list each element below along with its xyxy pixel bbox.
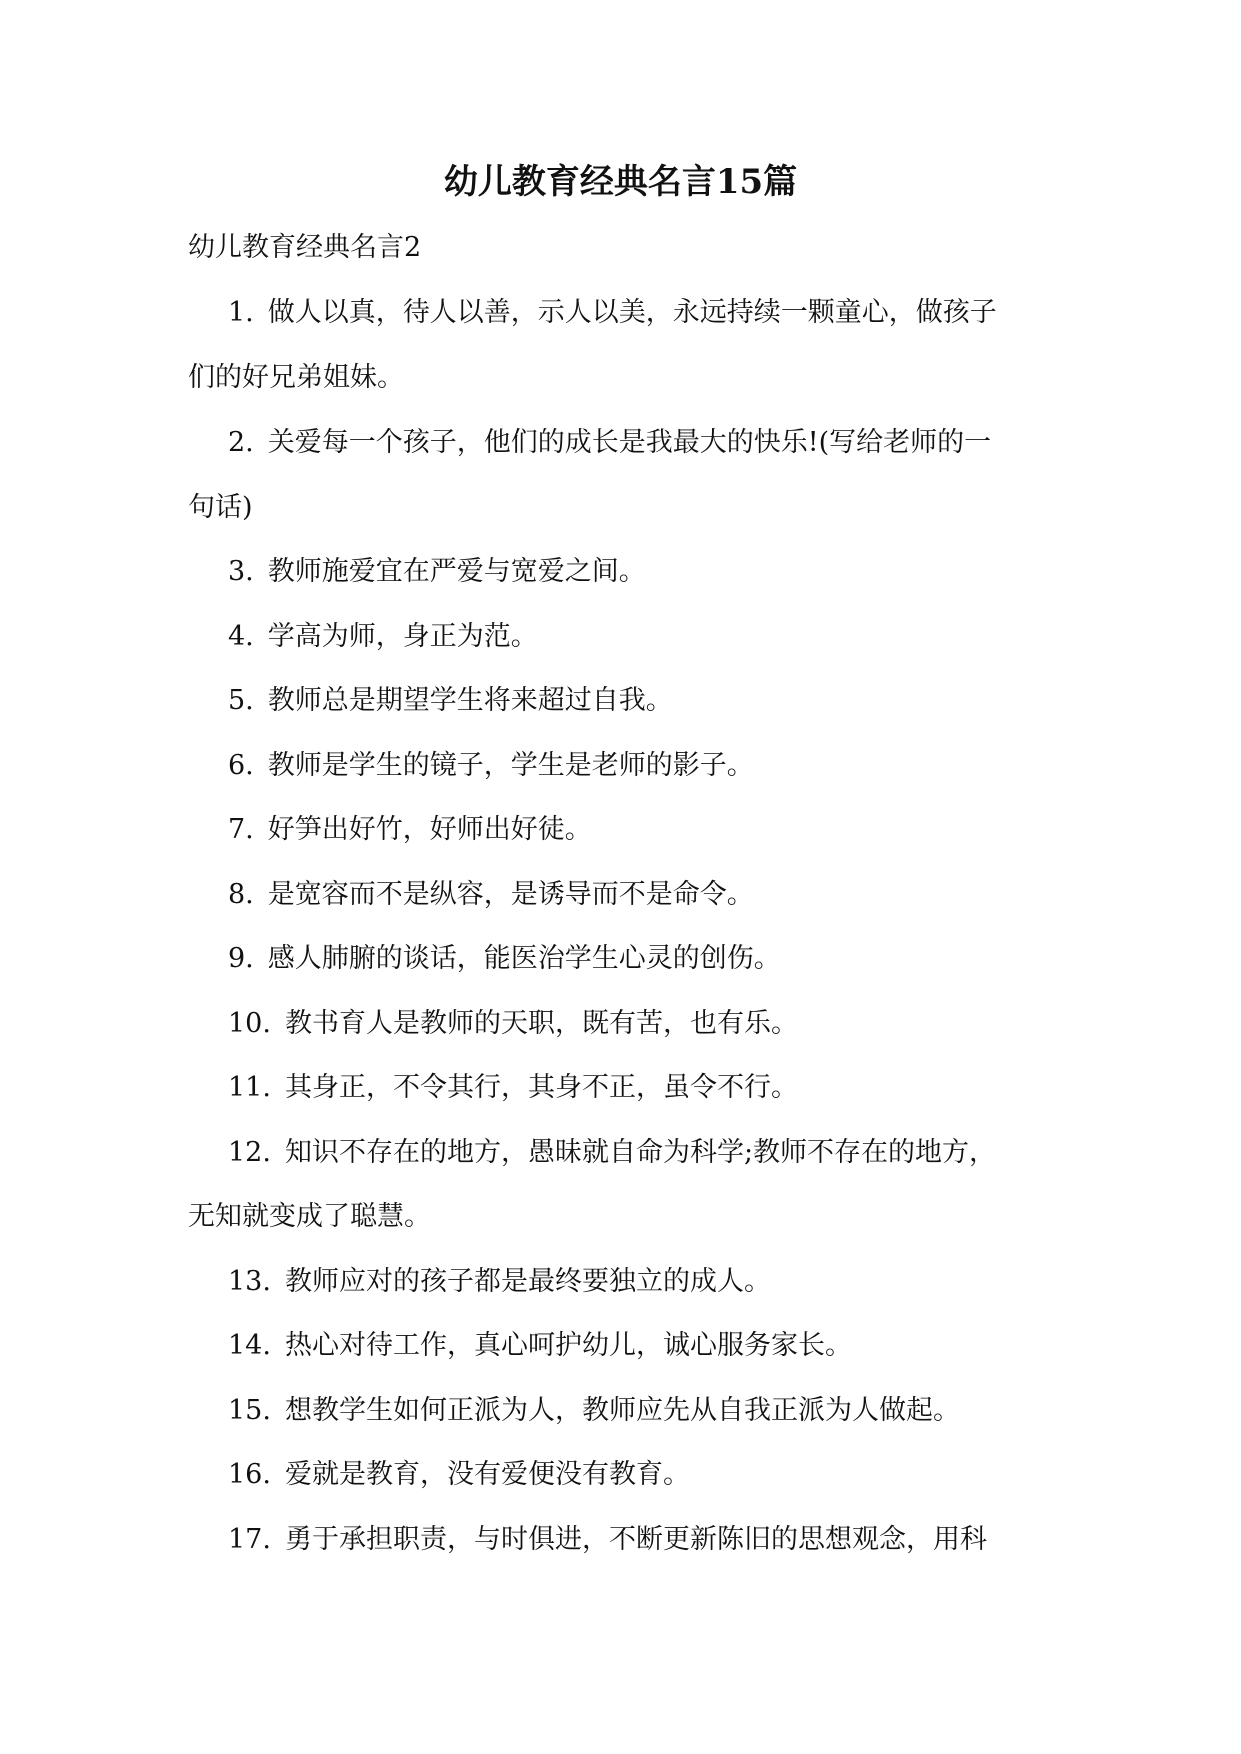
item-text: 关爱每一个孩子，他们的成长是我最大的快乐!(写给老师的一 <box>267 427 992 458</box>
list-item <box>228 1326 852 1366</box>
item-text: 教师是学生的镜子，学生是老师的影子。 <box>267 750 754 781</box>
item-text: 教师应对的孩子都是最终要独立的成人。 <box>284 1266 771 1297</box>
list-item <box>228 293 997 333</box>
item-number: 4. <box>228 621 254 652</box>
item-number: 7. <box>228 814 254 845</box>
item-text: 知识不存在的地方，愚昧就自命为科学;教师不存在的地方， <box>284 1137 997 1168</box>
list-item <box>228 1455 690 1495</box>
item-text: 做人以真，待人以善，示人以美，永远持续一颗童心，做孩子 <box>267 297 997 328</box>
list-item <box>228 681 673 721</box>
list-item <box>228 1262 771 1302</box>
list-item-continuation: 们的好兄弟姐妹。 <box>188 362 404 393</box>
item-text: 其身正，不令其行，其身不正，虽令不行。 <box>284 1072 798 1103</box>
item-number: 16. <box>228 1459 271 1490</box>
list-item <box>228 875 754 915</box>
list-item <box>228 1520 987 1560</box>
item-text: 感人肺腑的谈话，能医治学生心灵的创伤。 <box>267 943 781 974</box>
list-item <box>228 617 538 657</box>
list-item <box>228 1133 996 1173</box>
item-text: 学高为师，身正为范。 <box>267 621 538 652</box>
item-text: 是宽容而不是纵容，是诱导而不是命令。 <box>267 879 754 910</box>
document-title: 幼儿教育经典名言15篇 <box>443 162 798 202</box>
item-number: 6. <box>228 750 254 781</box>
list-item-continuation: 无知就变成了聪慧。 <box>188 1201 431 1232</box>
item-number: 1. <box>228 297 254 328</box>
item-number: 5. <box>228 685 254 716</box>
list-item <box>228 423 991 463</box>
list-item <box>228 810 592 850</box>
list-item <box>228 1068 798 1108</box>
item-number: 14. <box>228 1330 271 1361</box>
item-text: 热心对待工作，真心呵护幼儿，诚心服务家长。 <box>284 1330 852 1361</box>
document-subtitle: 幼儿教育经典名言2 <box>188 232 422 263</box>
item-text: 想教学生如何正派为人，教师应先从自我正派为人做起。 <box>284 1395 960 1426</box>
item-text: 好笋出好竹，好师出好徒。 <box>267 814 592 845</box>
item-number: 8. <box>228 879 254 910</box>
item-text: 教师总是期望学生将来超过自我。 <box>267 685 673 716</box>
list-item <box>228 939 781 979</box>
list-item-continuation: 句话) <box>188 492 253 523</box>
item-number: 17. <box>228 1524 271 1555</box>
item-number: 2. <box>228 427 254 458</box>
list-item <box>228 552 646 592</box>
item-number: 10. <box>228 1008 271 1039</box>
item-text: 教书育人是教师的天职，既有苦，也有乐。 <box>284 1008 798 1039</box>
item-number: 11. <box>228 1072 271 1103</box>
item-number: 13. <box>228 1266 271 1297</box>
item-number: 3. <box>228 556 254 587</box>
item-text: 爱就是教育，没有爱便没有教育。 <box>284 1459 690 1490</box>
list-item <box>228 1004 798 1044</box>
item-text: 教师施爱宜在严爱与宽爱之间。 <box>267 556 646 587</box>
item-text: 勇于承担职责，与时俱进，不断更新陈旧的思想观念，用科 <box>284 1524 987 1555</box>
item-number: 15. <box>228 1395 271 1426</box>
item-number: 12. <box>228 1137 271 1168</box>
item-number: 9. <box>228 943 254 974</box>
list-item <box>228 1391 960 1431</box>
list-item <box>228 746 754 786</box>
